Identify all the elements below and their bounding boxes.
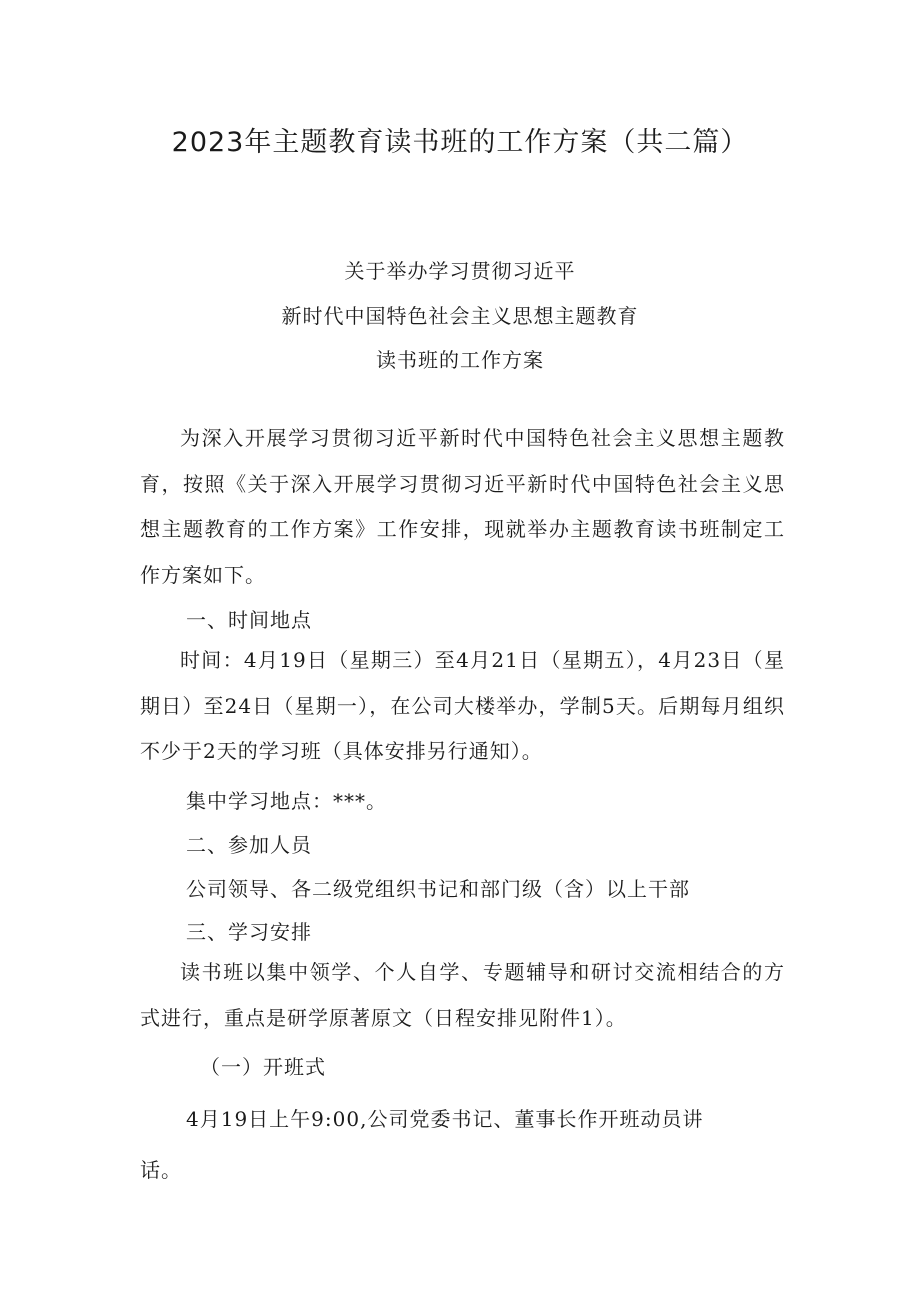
section1-heading: 一、时间地点 — [186, 608, 312, 632]
subtitle-line-2: 新时代中国特色社会主义思想主题教育 — [281, 304, 639, 328]
document-title: 2023年主题教育读书班的工作方案（共二篇） — [171, 127, 749, 158]
time-paragraph: 时间：4月19日（星期三）至4月21日（星期五），4月23日（星期日）至24日（星期一），在公司大楼举办，学制5天。后期每月组织不少于2天的学习班（具体安排另行通知）。 — [140, 648, 785, 763]
section3-heading: 三、学习安排 — [186, 920, 312, 944]
section3-content: 读书班以集中领学、个人自学、专题辅导和研讨交流相结合的方式进行，重点是研学原著原文（日程安排见附件1）。 — [140, 960, 785, 1030]
subtitle-line-1: 关于举办学习贯彻习近平 — [344, 259, 576, 283]
section2-heading: 二、参加人员 — [186, 833, 312, 857]
subsection1-heading: （一）开班式 — [200, 1055, 326, 1079]
location-line: 集中学习地点：***。 — [186, 789, 387, 813]
section2-content: 公司领导、各二级党组织书记和部门级（含）以上干部 — [186, 877, 690, 901]
subsection1-line-1: 4月19日上午9:00,公司党委书记、董事长作开班动员讲 — [186, 1107, 704, 1131]
intro-paragraph: 为深入开展学习贯彻习近平新时代中国特色社会主义思想主题教育，按照《关于深入开展学习贯彻习近平新时代中国特色社会主义思想主题教育的工作方案》工作安排，现就举办主题教育读书班制定工作方案如下。 — [140, 426, 785, 587]
subtitle-line-3: 读书班的工作方案 — [376, 348, 544, 372]
subsection1-line-2: 话。 — [140, 1158, 182, 1182]
